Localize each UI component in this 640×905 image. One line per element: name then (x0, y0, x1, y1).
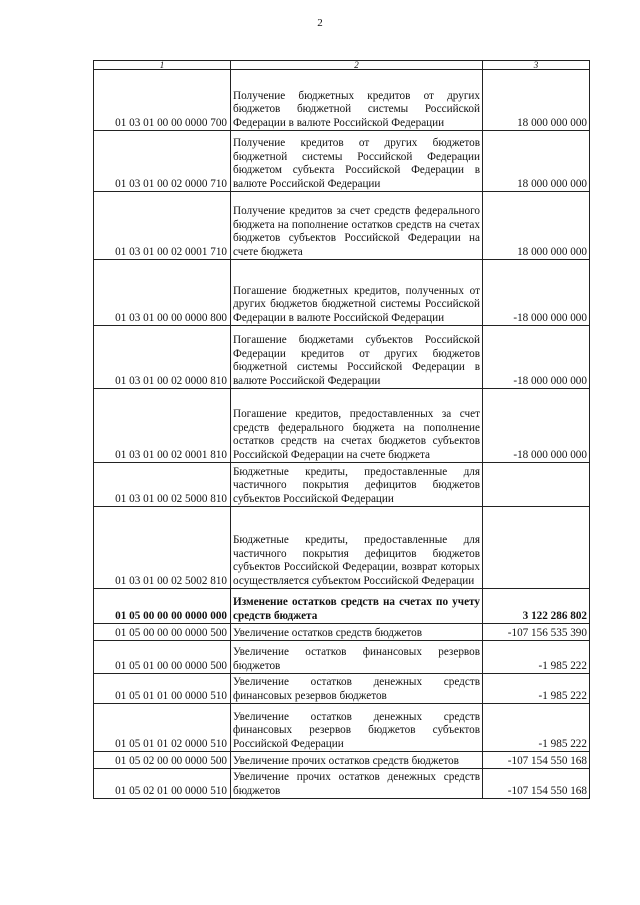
table-row (94, 70, 590, 131)
row-code: 01 05 02 00 00 0000 500 (94, 752, 231, 769)
row-name: Погашение кредитов, предоставленных за счет средств федерального бюджета на пополнение остатков средств на счетах бюджетов субъектов Российской Федерации на счете бюджета (231, 389, 483, 463)
column-number-1: 1 (94, 61, 231, 70)
table-body (94, 70, 590, 799)
row-amount (483, 463, 590, 507)
row-amount: -1 985 222 (483, 674, 590, 704)
row-name: Увеличение остатков денежных средств финансовых резервов бюджетов субъектов Российской Федерации (231, 704, 483, 752)
table-row (94, 463, 590, 507)
row-name: Увеличение прочих остатков денежных средств бюджетов (231, 769, 483, 799)
row-amount: -18 000 000 000 (483, 389, 590, 463)
row-amount: -107 156 535 390 (483, 624, 590, 641)
row-amount: -1 985 222 (483, 704, 590, 752)
table-row (94, 674, 590, 704)
table-row (94, 260, 590, 326)
row-code: 01 05 02 01 00 0000 510 (94, 769, 231, 799)
row-code: 01 03 01 00 02 0000 710 (94, 131, 231, 192)
row-name: Увеличение остатков денежных средств финансовых резервов бюджетов (231, 674, 483, 704)
row-name: Получение кредитов за счет средств федерального бюджета на пополнение остатков средств на счетах бюджетов субъектов Российской Федерации на счете бюджета (231, 192, 483, 260)
row-amount: -107 154 550 168 (483, 752, 590, 769)
row-code: 01 05 01 01 02 0000 510 (94, 704, 231, 752)
row-code: 01 05 00 00 00 0000 000 (94, 589, 231, 624)
table-row (94, 507, 590, 589)
table-header-row (94, 61, 590, 70)
row-name: Погашение бюджетами субъектов Российской Федерации кредитов от других бюджетов бюджетной системы Российской Федерации в валюте Российской Федерации (231, 326, 483, 389)
row-code: 01 03 01 00 02 0000 810 (94, 326, 231, 389)
row-amount: -107 154 550 168 (483, 769, 590, 799)
row-amount: -18 000 000 000 (483, 260, 590, 326)
row-amount: 18 000 000 000 (483, 70, 590, 131)
row-amount: -18 000 000 000 (483, 326, 590, 389)
page-number: 2 (317, 17, 323, 29)
row-code: 01 05 00 00 00 0000 500 (94, 624, 231, 641)
row-name: Бюджетные кредиты, предоставленные для частичного покрытия дефицитов бюджетов субъектов Российской Федерации, возврат которых осуществляется субъектом Российской Федерации (231, 507, 483, 589)
row-code: 01 05 01 00 00 0000 500 (94, 641, 231, 674)
table-row (94, 389, 590, 463)
column-number-2: 2 (231, 61, 483, 70)
row-amount (483, 507, 590, 589)
row-name: Получение кредитов от других бюджетов бюджетной системы Российской Федерации бюджетом субъекта Российской Федерации в валюте Российской Федерации (231, 131, 483, 192)
row-amount: 18 000 000 000 (483, 192, 590, 260)
row-code: 01 03 01 00 02 0001 810 (94, 389, 231, 463)
table-row (94, 326, 590, 389)
column-number-3: 3 (483, 61, 590, 70)
row-name: Бюджетные кредиты, предоставленные для частичного покрытия дефицитов бюджетов субъектов Российской Федерации (231, 463, 483, 507)
row-name: Получение бюджетных кредитов от других бюджетов бюджетной системы Российской Федерации в валюте Российской Федерации (231, 70, 483, 131)
row-amount: 18 000 000 000 (483, 131, 590, 192)
row-code: 01 03 01 00 00 0000 800 (94, 260, 231, 326)
budget-table (93, 60, 590, 799)
row-code: 01 03 01 00 02 5002 810 (94, 507, 231, 589)
row-name: Увеличение остатков средств бюджетов (231, 624, 483, 641)
row-code: 01 03 01 00 00 0000 700 (94, 70, 231, 131)
row-name: Увеличение остатков финансовых резервов бюджетов (231, 641, 483, 674)
table-row (94, 752, 590, 769)
table-row (94, 641, 590, 674)
table-row (94, 624, 590, 641)
row-amount: 3 122 286 802 (483, 589, 590, 624)
row-amount: -1 985 222 (483, 641, 590, 674)
row-code: 01 05 01 01 00 0000 510 (94, 674, 231, 704)
table-row (94, 131, 590, 192)
table-row (94, 589, 590, 624)
row-name: Увеличение прочих остатков средств бюджетов (231, 752, 483, 769)
row-name: Погашение бюджетных кредитов, полученных от других бюджетов бюджетной системы Российской Федерации в валюте Российской Федерации (231, 260, 483, 326)
table-row (94, 704, 590, 752)
row-code: 01 03 01 00 02 5000 810 (94, 463, 231, 507)
row-name: Изменение остатков средств на счетах по учету средств бюджета (231, 589, 483, 624)
row-code: 01 03 01 00 02 0001 710 (94, 192, 231, 260)
table-row (94, 192, 590, 260)
table-row (94, 769, 590, 799)
